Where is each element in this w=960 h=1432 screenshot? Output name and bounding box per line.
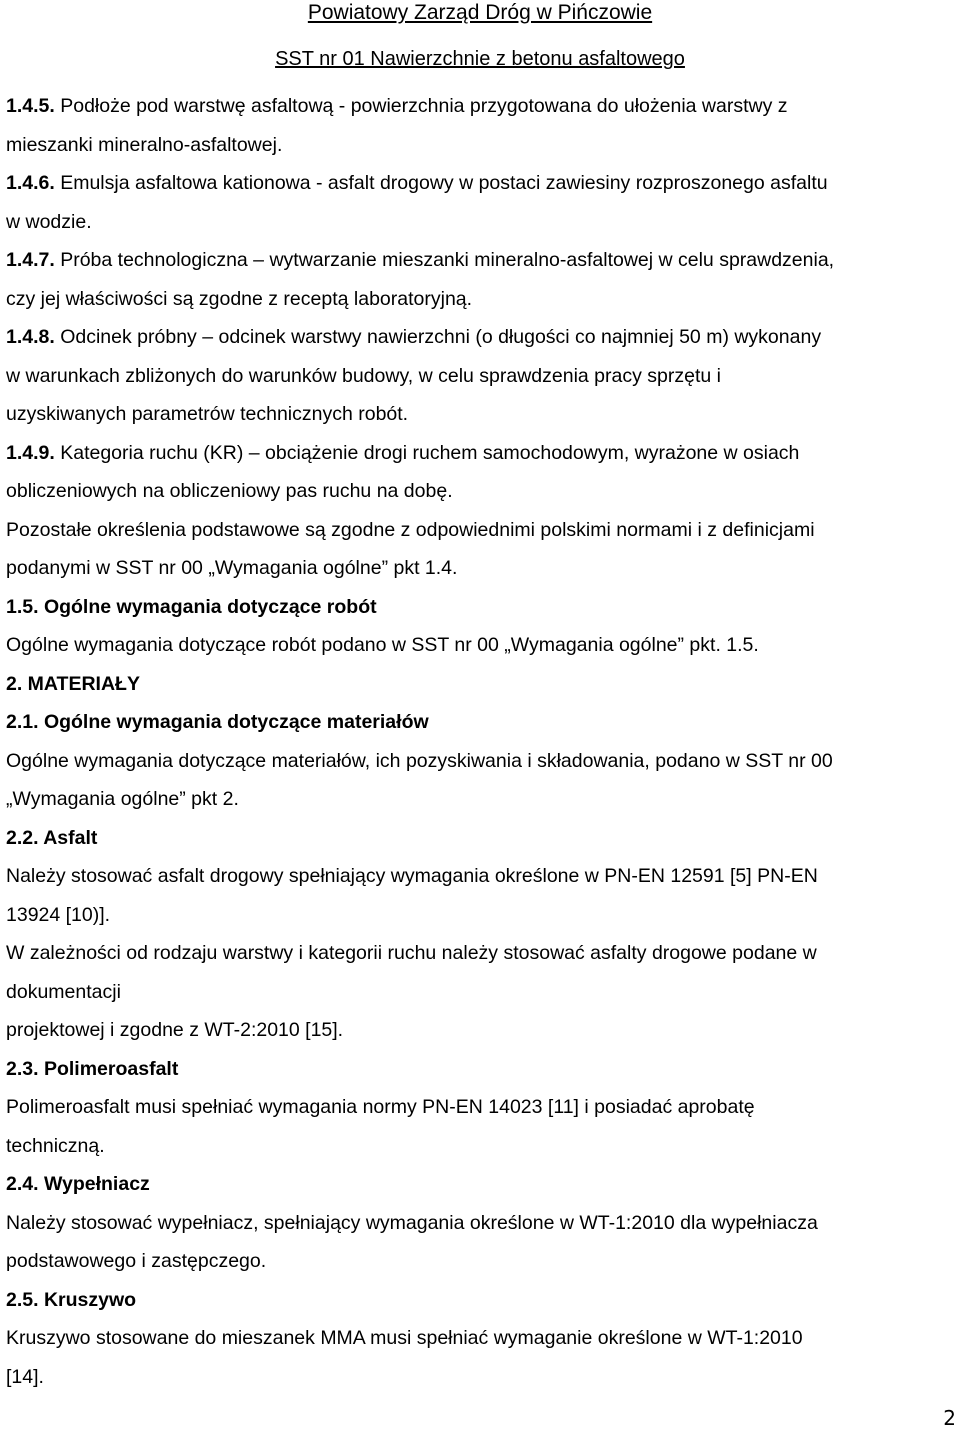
definition-text: Kategoria ruchu (KR) – obciążenie drogi ruchem samochodowym, wyrażone w osiach: [54, 441, 800, 464]
paragraph-line: W zależności od rodzaju warstwy i kategorii ruchu należy stosować asfalty drogowe podane w: [6, 942, 817, 964]
paragraph-line: obliczeniowych na obliczeniowy pas ruchu na dobę.: [6, 480, 453, 502]
definition-text: Odcinek próbny – odcinek warstwy nawierzchni (o długości co najmniej 50 m) wykonany: [54, 326, 822, 348]
paragraph-line: Pozostałe określenia podstawowe są zgodne z odpowiednimi polskimi normami i z definicjami: [6, 518, 815, 541]
paragraph-line: w wodzie.: [6, 210, 92, 233]
definition-1-4-5: [6, 87, 956, 126]
paragraph-line: mieszanki mineralno-asfaltowej.: [6, 133, 283, 156]
definition-1-4-6: [6, 164, 956, 203]
paragraph-line: Kruszywo stosowane do mieszanek MMA musi spełniać wymaganie określone w WT-1:2010: [6, 1327, 803, 1349]
clause-number: 1.4.8.: [6, 326, 55, 348]
clause-number: 1.4.7.: [6, 249, 55, 271]
paragraph-line: techniczną.: [6, 1134, 105, 1157]
section-heading-2-5: 2.5. Kruszywo: [6, 1288, 137, 1311]
paragraph-line: 13924 [10)].: [6, 903, 111, 926]
paragraph-line: podstawowego i zastępczego.: [6, 1250, 267, 1272]
section-heading-2-2: 2.2. Asfalt: [6, 826, 98, 849]
header-organization: Powiatowy Zarząd Dróg w Pińczowie: [307, 1, 653, 24]
clause-number: 1.4.9.: [6, 441, 55, 464]
paragraph-line: w warunkach zbliżonych do warunków budowy, w celu sprawdzenia pracy sprzętu i: [6, 364, 721, 387]
definition-1-4-7: [6, 241, 956, 280]
definition-text: Podłoże pod warstwę asfaltową - powierzchnia przygotowana do ułożenia warstwy z: [54, 95, 788, 117]
paragraph-line: dokumentacji: [6, 980, 121, 1003]
definition-text: Próba technologiczna – wytwarzanie mieszanki mineralno-asfaltowej w celu sprawdzenia,: [54, 249, 835, 271]
section-heading-2-4: 2.4. Wypełniacz: [6, 1173, 150, 1195]
paragraph-line: podanymi w SST nr 00 „Wymagania ogólne” pkt 1.4.: [6, 557, 458, 579]
paragraph-line: uzyskiwanych parametrów technicznych robót.: [6, 403, 409, 425]
section-heading-2: 2. MATERIAŁY: [6, 672, 140, 695]
definition-text: Emulsja asfaltowa kationowa - asfalt drogowy w postaci zawiesiny rozproszonego asfaltu: [54, 172, 828, 194]
paragraph-line: projektowej i zgodne z WT-2:2010 [15].: [6, 1019, 344, 1041]
paragraph-line: Należy stosować wypełniacz, spełniający wymagania określone w WT-1:2010 dla wypełniacza: [6, 1211, 818, 1234]
paragraph-line: czy jej właściwości są zgodne z receptą laboratoryjną.: [6, 287, 473, 310]
paragraph-line: „Wymagania ogólne” pkt 2.: [6, 788, 239, 810]
paragraph-line: Należy stosować asfalt drogowy spełniający wymagania określone w PN-EN 12591 [5] PN-EN: [6, 865, 818, 887]
clause-number: 1.4.5.: [6, 95, 55, 117]
paragraph-line: Ogólne wymagania dotyczące robót podano w SST nr 00 „Wymagania ogólne” pkt. 1.5.: [6, 634, 759, 656]
document-body: [6, 87, 956, 1396]
definition-1-4-8: [6, 318, 956, 357]
paragraph-line: Polimeroasfalt musi spełniać wymagania normy PN-EN 14023 [11] i posiadać aprobatę: [6, 1096, 755, 1118]
section-heading-1-5: 1.5. Ogólne wymagania dotyczące robót: [6, 595, 377, 618]
paragraph-line: Ogólne wymagania dotyczące materiałów, ich pozyskiwania i składowania, podano w SST nr 00: [6, 749, 833, 772]
clause-number: 1.4.6.: [6, 172, 55, 194]
page-number: 2: [943, 1406, 956, 1430]
definition-1-4-9: [6, 434, 956, 473]
header-spec-title: SST nr 01 Nawierzchnie z betonu asfaltowego: [275, 48, 685, 70]
section-heading-2-3: 2.3. Polimeroasfalt: [6, 1057, 179, 1080]
section-heading-2-1: 2.1. Ogólne wymagania dotyczące materiałów: [6, 711, 429, 733]
paragraph-line: [14].: [6, 1365, 44, 1388]
